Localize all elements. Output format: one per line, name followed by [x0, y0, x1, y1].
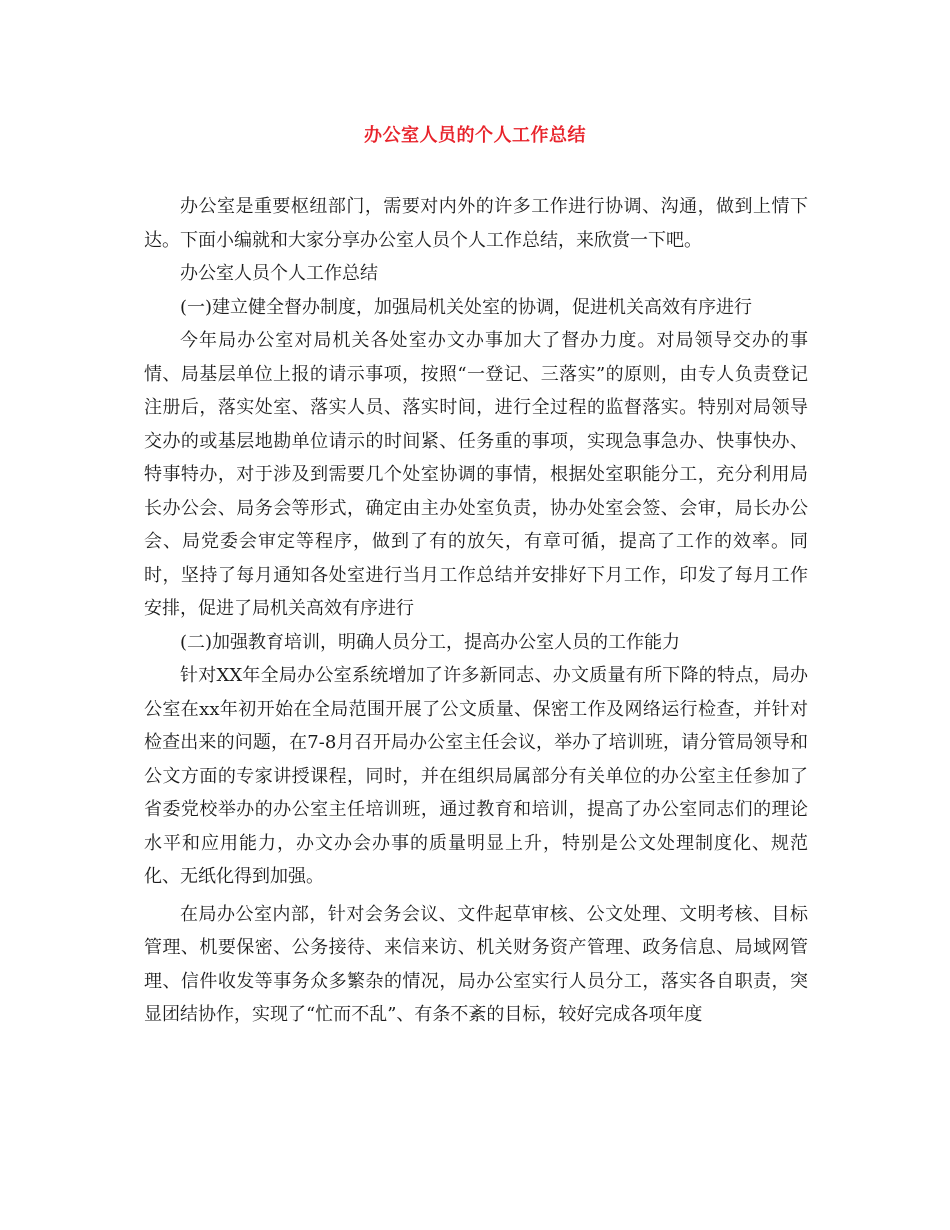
paragraph-subtitle: 办公室人员个人工作总结 [180, 263, 378, 284]
paragraph-section-2-body-continued: 在局办公室内部，针对会务会议、文件起草审核、公文处理、文明考核、目标管理、机要保密、公务接待、来信来访、机关财务资产管理、政务信息、局域网管理、信件收发等事务众多繁杂的情况，局办公室实行人员分工，落实各自职责，突显团结协作，实现了“忙而不乱”、有条不紊的目标，较好完成各项年度 [144, 903, 808, 1025]
document-body [144, 190, 808, 1032]
paragraph-section-1-body: 今年局办公室对局机关各处室办文办事加大了督办力度。对局领导交办的事情、局基层单位上报的请示事项，按照“一登记、三落实”的原则，由专人负责登记注册后，落实处室、落实人员、落实时间，进行全过程的监督落实。特别对局领导交办的或基层地勘单位请示的时间紧、任务重的事项，实现急事急办、快事快办、特事特办，对于涉及到需要几个处室协调的事情，根据处室职能分工，充分利用局长办公会、局务会等形式，确定由主办处室负责，协办处室会签、会审，局长办公会、局党委会审定等程序，做到了有的放矢，有章可循，提高了工作的效率。同时，坚持了每月通知各处室进行当月工作总结并安排好下月工作，印发了每月工作安排，促进了局机关高效有序进行 [144, 330, 808, 619]
paragraph-section-2-heading: (二)加强教育培训，明确人员分工，提高办公室人员的工作能力 [180, 631, 681, 653]
paragraph-section-1-heading: (一)建立健全督办制度，加强局机关处室的协调，促进机关高效有序进行 [180, 296, 753, 318]
document-title: 办公室人员的个人工作总结 [364, 125, 586, 146]
paragraph-section-2-body: 针对XX年全局办公室系统增加了许多新同志、办文质量有所下降的特点，局办公室在xx年初开始在全局范围开展了公文质量、保密工作及网络运行检查，并针对检查出来的问题，在7-8月召开局办公室主任会议，举办了培训班，请分管局领导和公文方面的专家讲授课程，同时，并在组织局属部分有关单位的办公室主任参加了省委党校举办的办公室主任培训班，通过教育和培训，提高了办公室同志们的理论水平和应用能力，办文办会办事的质量明显上升，特别是公文处理制度化、规范化、无纸化得到加强。 [144, 665, 808, 887]
paragraph-intro: 办公室是重要枢纽部门，需要对内外的许多工作进行协调、沟通，做到上情下达。下面小编就和大家分享办公室人员个人工作总结，来欣赏一下吧。 [144, 196, 808, 251]
